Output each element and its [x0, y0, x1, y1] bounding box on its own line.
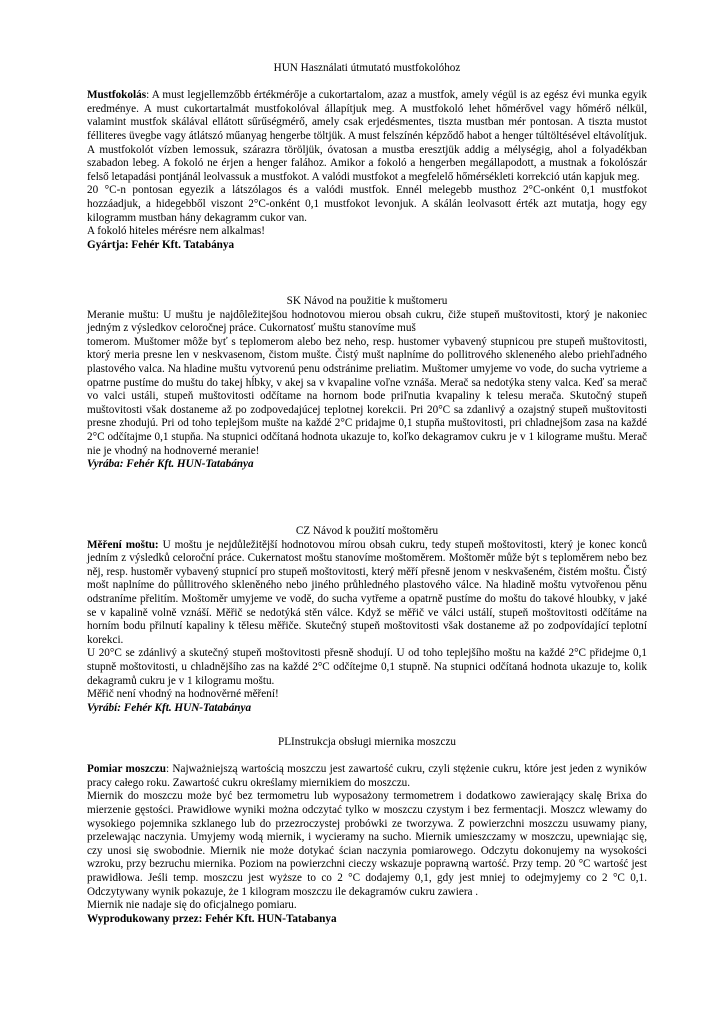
section-title-sk: SK Návod na použitie k muštomeru: [286, 295, 448, 307]
section-polish: [87, 736, 647, 926]
section-title-hu: HUN Használati útmutató mustfokolóhoz: [273, 62, 461, 74]
hu-paragraph-1-text: : A must legjellemzőbb értékmérője a cukortartalom, azaz a mustfok, amely végül is az egész évi munka egyik eredménye. A must cukortartalmát mustfokolóval állapítjuk meg. A mustfokoló lehet hőmérővel vagy hőmérő nélkül, valamint mustfok skálával ellátott sűrűségmérő, amely csak erjedésmentes, tiszta mustban mér pontosan. A tiszta mustot félliteres üvegbe vagy átlátszó műanyag hengerbe töltjük. A must felszínén képződő habot a henger túltöltésével eltávolítjuk. A mustfokolót vízben lemossuk, szárazra töröljük, óvatosan a mustba eresztjük addig a mélységig, ahol a folyadékban szabadon lebeg. A fokoló ne érjen a henger falához. Amikor a fokoló a hengerben megállapodott, a mustnak a fokolószár felső letapadási pontjánál leolvassuk a mustfokot. A valódi mustfokot a megfelelő hőmérsékleti korrekció után kapjuk meg.: [87, 89, 647, 183]
section-slovak: [87, 295, 647, 472]
hu-paragraph-2: 20 °C-n pontosan egyezik a látszólagos és a valódi mustfok. Ennél melegebb musthoz 2°C-onként 0,1 mustfokot hozzáadjuk, a hidegebből viszont 2°C-onként 0,1 mustfokot levonjuk. A skálán leolvasott érték azt mutatja, hogy egy kilogramm mustban hány dekagramm cukor van.: [87, 184, 647, 224]
sk-paragraph-2: tomerom. Muštomer môže byť s teplomerom alebo bez neho, resp. hustomer vybavený stupnicou pre stupeň muštovitosti, ktorý meria presne len v neskvasenom, čistom mušte. Čistý mušt naplníme do pollitrového skleneného alebo priehľadného plastového valca. Na hladine muštu vytvorenú penu odstránime preliatim. Muštomer umyjeme vo vode, do sucha vytrieme a opatrne pustíme do muštu do takej hĺbky, v akej sa v kvapaline voľne vznáša. Merač sa nedotýka steny valca. Keď sa merač vo valci ustáli, stupeň muštovitosti odčítame na hornom bode priľnutia kvapaliny k telesu merača. Skutočný stupeň muštovitosti však dostaneme až po zodpovedajúcej teplotnej korekcii. Pri 20°C sa zdanlivý a ozajstný stupeň muštovitosti presne zhodujú. Pri od toho teplejšom mušte na každé 2°C pridajme 0,1 stupňa muštovitosti, pri chladnejšom zasa na každé 2°C odčítajme 0,1 stupňa. Na stupnici odčítaná hodnota ukazuje to, koľko dekagramov cukru je v 1 kilograme muštu. Merač nie je vhodný na hodnoverné meranie!: [87, 335, 647, 457]
cz-paragraph-2: U 20°C se zdánlivý a skutečný stupeň moštovitosti přesně shodují. U od toho teplejšího moštu na každé 2°C přidejme 0,1 stupně moštovitosti, u chladnějšího zas na každé 2°C odčítejme 0,1 stupně. Na stupnici odčítaná hodnota ukazuje to, kolik dekagramů cukru je v 1 kilogramu moštu.: [87, 647, 647, 687]
sk-paragraph-1: Meranie muštu: U muštu je najdôležitejšou hodnotovou mierou obsah cukru, čiže stupeň muštovitosti, ktorý je nakoniec jedným z výsledkov celoročnej práce. Cukornatosť muštu stanovíme muš: [87, 308, 647, 335]
pl-manufacturer: Wyprodukowany przez: Fehér Kft. HUN-Tatabanya: [87, 912, 337, 925]
hu-lead: Mustfokolás: [87, 89, 147, 102]
hu-manufacturer: Gyártja: Fehér Kft. Tatabánya: [87, 238, 235, 251]
cz-manufacturer: Vyrábí: Fehér Kft. HUN-Tatabánya: [87, 701, 252, 714]
cz-paragraph-1: [87, 539, 647, 648]
section-hungarian: [87, 62, 647, 252]
cz-paragraph-1-text: U moštu je nejdůležitější hodnotovou mírou obsah cukru, tedy stupeň moštovitosti, který je konec konců jedním z výsledků celoroční práce. Cukernatost moštu stanovíme moštoměrem. Moštoměr může být s teploměrem nebo bez něj, resp. hustoměr vybavený stupnicí pro stupeň moštovitosti, který měří přesně jenom v neskvašeném, čistém moštu. Čistý mošt naplníme do půllitrového skleněného nebo jiného průhledného plastového válce. Na hladině moštu vytvořenou pěnu odstraníme přelitím. Moštoměr umyjeme ve vodě, do sucha vytřeme a opatrně pustíme do moštu do takové hloubky, v jaké se v kapalině volně vznáší. Měřič se nedotýká stěn válce. Když se měřič ve válci ustálí, stupeň moštovitosti odčítáme na horním bodu přilnutí kapaliny k tělesu měřiče. Skutečný stupeň moštovitosti však dostaneme až po zodpovídající teplotní korekci.: [87, 538, 647, 646]
cz-lead: Měření moštu:: [87, 538, 159, 551]
pl-paragraph-1: [87, 763, 647, 790]
section-title-pl: PLInstrukcja obsługi miernika moszczu: [277, 736, 457, 748]
section-title-cz: CZ Návod k použití moštoměru: [295, 525, 439, 537]
pl-paragraph-2: Miernik do moszczu może być bez termometru lub wyposażony termometrem i dodatkowo zawierający skalę Brixa do mierzenie gęstości. Prawidłowe wyniki można odczytać tylko w moszczu czystym i bez fermentacji. Moszcz wlewamy do wysokiego pojemnika szklanego lub do przezroczystej probówki ze tworzywa. Z powierzchni moszczu usuwamy piany, przelewając naczynia. Umyjemy wodą miernik, i wycieramy na sucho. Miernik umieszczamy w moszczu, upewniając się, czy unosi się swobodnie. Miernik nie może dotykać ścian naczynia pomiarowego. Odczytu dokonujemy na wysokości wzroku, przy bezruchu miernika. Poziom na powierzchni cieczy wskazuje poprawną wartość. Przy temp. 20 °C wartość jest prawidłowa. Jeśli temp. moszczu jest wyższe to co 2 °C dodajemy 0,1, gdy jest mniej to odejmyjemy co 2 °C 0,1. Odczytywany wynik pokazuje, że 1 kilogram moszczu ile dekagramów cukru zawiera .: [87, 790, 647, 898]
pl-note: Miernik nie nadaje się do oficjalnego pomiaru.: [87, 899, 297, 912]
cz-note: Měřič není vhodný na hodnověrné měření!: [87, 688, 279, 701]
pl-lead: Pomiar moszczu: [87, 763, 166, 776]
hu-paragraph-1: [87, 89, 647, 184]
hu-note: A fokoló hiteles mérésre nem alkalmas!: [87, 225, 266, 238]
section-czech: [87, 525, 647, 715]
sk-manufacturer: Vyrába: Fehér Kft. HUN-Tatabánya: [87, 458, 254, 471]
pl-paragraph-1-text: : Najważniejszą wartością moszczu jest zawartość cukru, czyli stężenie cukru, które jest jeden z wyników pracy całego roku. Zawartość cukru określamy miernikiem do moszczu.: [87, 763, 647, 789]
